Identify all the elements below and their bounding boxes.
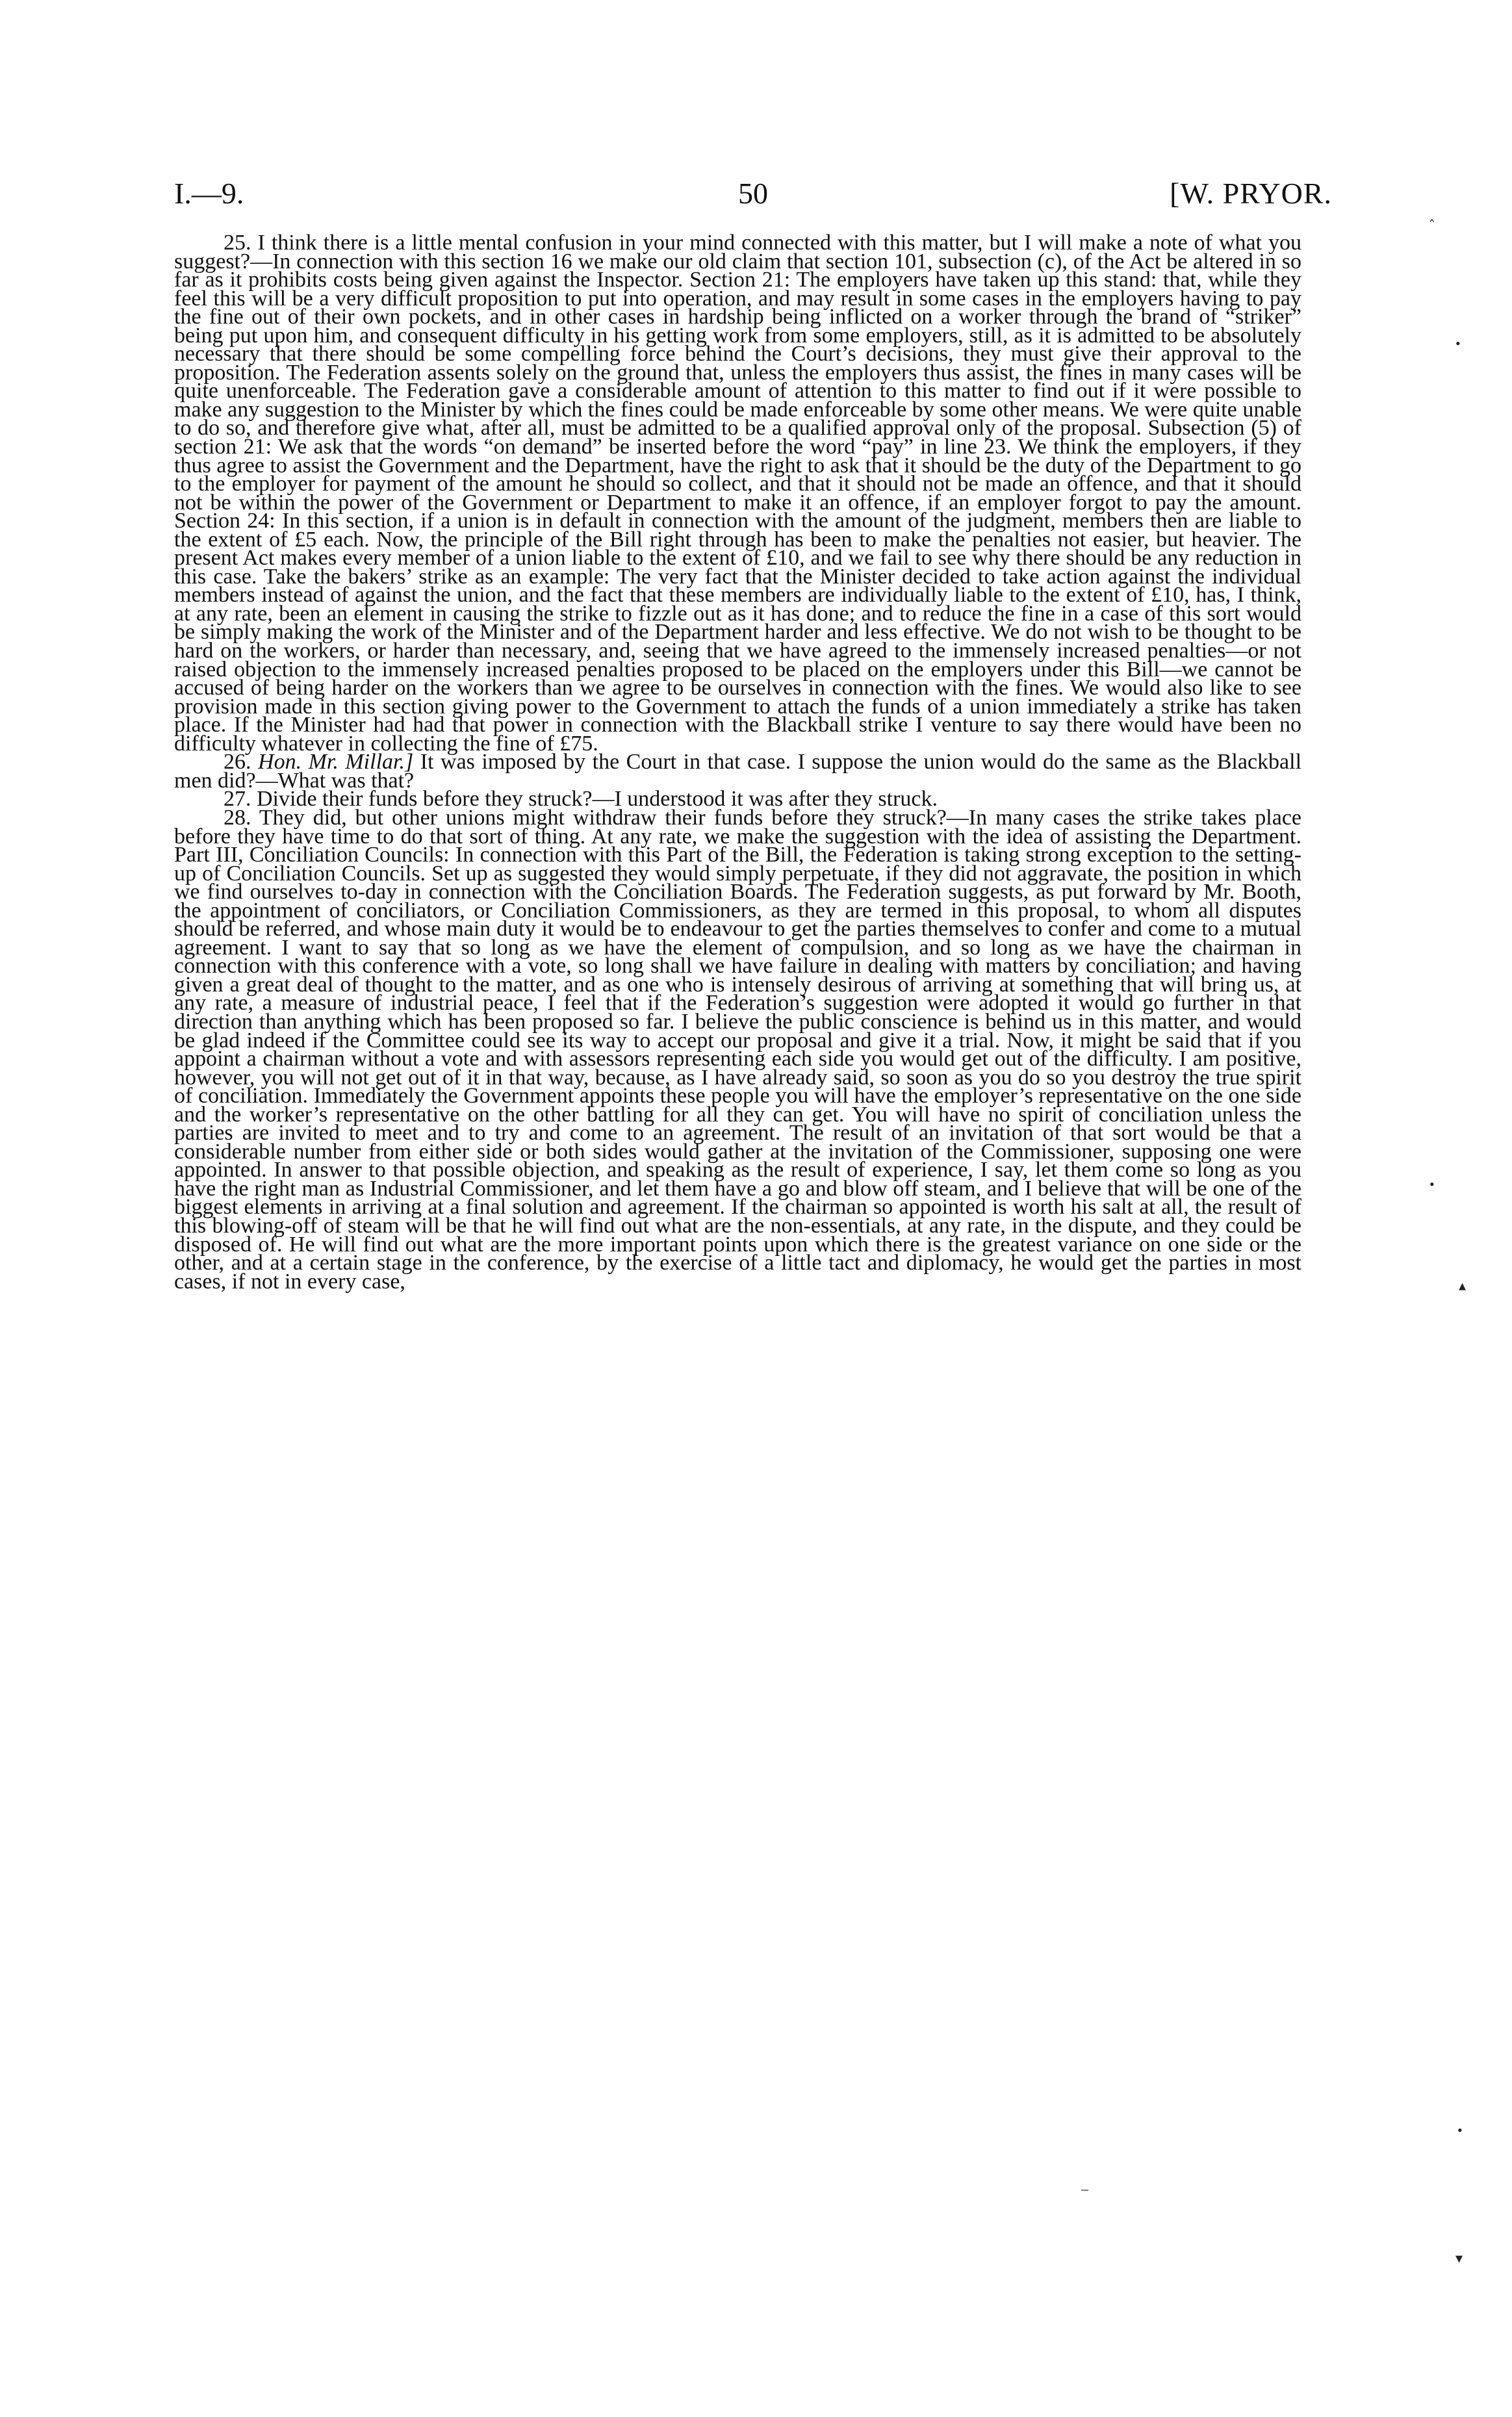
margin-speck: • (1429, 1176, 1435, 1192)
body-text (174, 231, 1302, 1294)
paragraph-number: 25. (224, 231, 251, 255)
margin-speck: • (1457, 2122, 1463, 2138)
speaker-label: Hon. Mr. Millar.] (258, 750, 414, 774)
margin-speck: ▾ (1455, 2250, 1463, 2266)
paragraph-text: Divide their funds before they struck?—I understood it was after they struck. (257, 787, 938, 812)
margin-speck: ‸ (1429, 205, 1435, 222)
document-reference: I.—9. (174, 177, 244, 210)
paragraph-26 (174, 750, 1302, 793)
paragraph-28 (174, 805, 1301, 1294)
page-number: 50 (738, 177, 768, 210)
paragraph-25 (174, 231, 1301, 756)
margin-speck: – (1081, 2180, 1088, 2197)
paragraph-text: It was imposed by the Court in that case. I suppose the union would do the same as the Blackball men did?—What was that? (174, 750, 1302, 793)
running-head (174, 174, 1332, 213)
paragraph-text: They did, but other unions might withdraw their funds before they struck?—In many cases the strike takes place before they have time to do that sort of thing. At any rate, we make the suggestion with the idea of assisting the Department. Part III, Conciliation Councils: In connection with this Part of the Bill, the Federation is taking strong exception to the setting-up of Conciliation Councils. Set up as suggested they would simply perpetuate, if they did not aggravate, the position in which we find ourselves to-day in connection with the Conciliation Boards. The Federation suggests, as put forward by Mr. Booth, the appointment of conciliators, or Conciliation Commissioners, as they are termed in this proposal, to whom all disputes should be referred, and whose main duty it would be to endeavour to get the parties themselves to confer and come to a mutual agreement. I want to say that so long as we have the element of compulsion, and so long as we have the chairman in connection with this conference with a vote, so long shall we have failure in dealing with matters by conciliation; and having given a great deal of thought to the matter, and as one who is intensely desirous of arriving at something that will bring us, at any rate, a measure of industrial peace, I feel that if the Federation’s suggestion were adopted it would go further in that direction than anything which has been proposed so far. I believe the public conscience is behind us in this matter, and would be glad indeed if the Committee could see its way to accept our proposal and give it a trial. Now, it might be said that if you appoint a chairman without a vote and with assessors representing each side you would get out of the difficulty. I am positive, however, you will not get out of it in that way, because, as I have already said, so soon as you do so you destroy the true spirit of conciliation. Immediately the Government appoints these people you will have the employer’s representative on the one side and the worker’s representative on the other battling for all they can get. You will have no spirit of conciliation unless the parties are invited to meet and to try and come to an agreement. The result of an invitation of that sort would be that a considerable number from either side or both sides would gather at the invitation of the Commissioner, supposing one were appointed. In answer to that possible objection, and speaking as the result of experience, I say, let them come so long as you have the right man as Industrial Commissioner, and let them have a go and blow off steam, and I believe that will be one of the biggest elements in arriving at a final solution and agreement. If the chairman so appointed is worth his salt at all, the result of this blowing-off of steam will be that he will find out what are the non-essentials, at any rate, in the dispute, and they could be disposed of. He will find out what are the more important points upon which there is the greatest variance on one side or the other, and at a certain stage in the conference, by the exercise of a little tact and diplomacy, he would get the parties in most cases, if not in every case, (174, 805, 1301, 1294)
margin-speck: • (1455, 335, 1461, 352)
paragraph-number: 26. (224, 750, 251, 774)
paragraph-text: I think there is a little mental confusion in your mind connected with this matter, but I will make a note of what you suggest?—In connection with this section 16 we make our old claim that section 101, subsection (c), of the Act be altered in so far as it prohibits costs being given against the Inspector. Section 21: The employers have taken up this stand: that, while they feel this will be a very difficult proposition to put into operation, and may result in some cases in the employers having to pay the fine out of their own pockets, and in other cases in hardship being inflicted on a worker through the brand of “striker” being put upon him, and consequent difficulty in his getting work from some employers, still, as it is admitted to be absolutely necessary that there should be some compelling force behind the Court’s decisions, they must give their approval to the proposition. The Federation assents solely on the ground that, unless the employers thus assist, the fines in many cases will be quite unenforceable. The Federation gave a considerable amount of attention to this matter to find out if it were possible to make any suggestion to the Minister by which the fines could be made enforceable by some other means. We were quite unable to do so, and therefore give what, after all, must be admitted to be a qualified approval only of the proposal. Subsection (5) of section 21: We ask that the words “on demand” be inserted before the word “pay” in line 23. We think the employers, if they thus agree to assist the Government and the Department, have the right to ask that it should be the duty of the Department to go to the employer for payment of the amount he should so collect, and that it should not be made an offence, and that it should not be within the power of the Government or Department to make it an offence, if an employer forgot to pay the amount. Section 24: In this section, if a union is in default in connection with the amount of the judgment, members then are liable to the extent of £5 each. Now, the principle of the Bill right through has been to make the penalties not easier, but heavier. The present Act makes every member of a union liable to the extent of £10, and we fail to see why there should be any reduction in this case. Take the bakers’ strike as an example: The very fact that the Minister decided to take action against the individual members instead of against the union, and the fact that these members are individually liable to the extent of £10, has, I think, at any rate, been an element in causing the strike to fizzle out as it has done; and to reduce the fine in a case of this sort would be simply making the work of the Minister and of the Department harder and less effective. We do not wish to be thought to be hard on the workers, or harder than necessary, and, seeing that we have agreed to the immensely increased penalties—or not raised objection to the immensely increased penalties proposed to be placed on the employers under this Bill—we cannot be accused of being harder on the workers than we agree to be ourselves in connection with the fines. We would also like to see provision made in this section giving power to the Government to attach the funds of a union immediately a strike has taken place. If the Minister had had that power in connection with the Blackball strike I venture to say there would have been no difficulty whatever in collecting the fine of £75. (174, 231, 1301, 756)
paragraph-number: 28. (224, 805, 251, 830)
paragraph-number: 27. (224, 787, 251, 812)
witness-name: [W. PRYOR. (1170, 177, 1332, 210)
margin-speck: ▴ (1459, 1277, 1467, 1294)
